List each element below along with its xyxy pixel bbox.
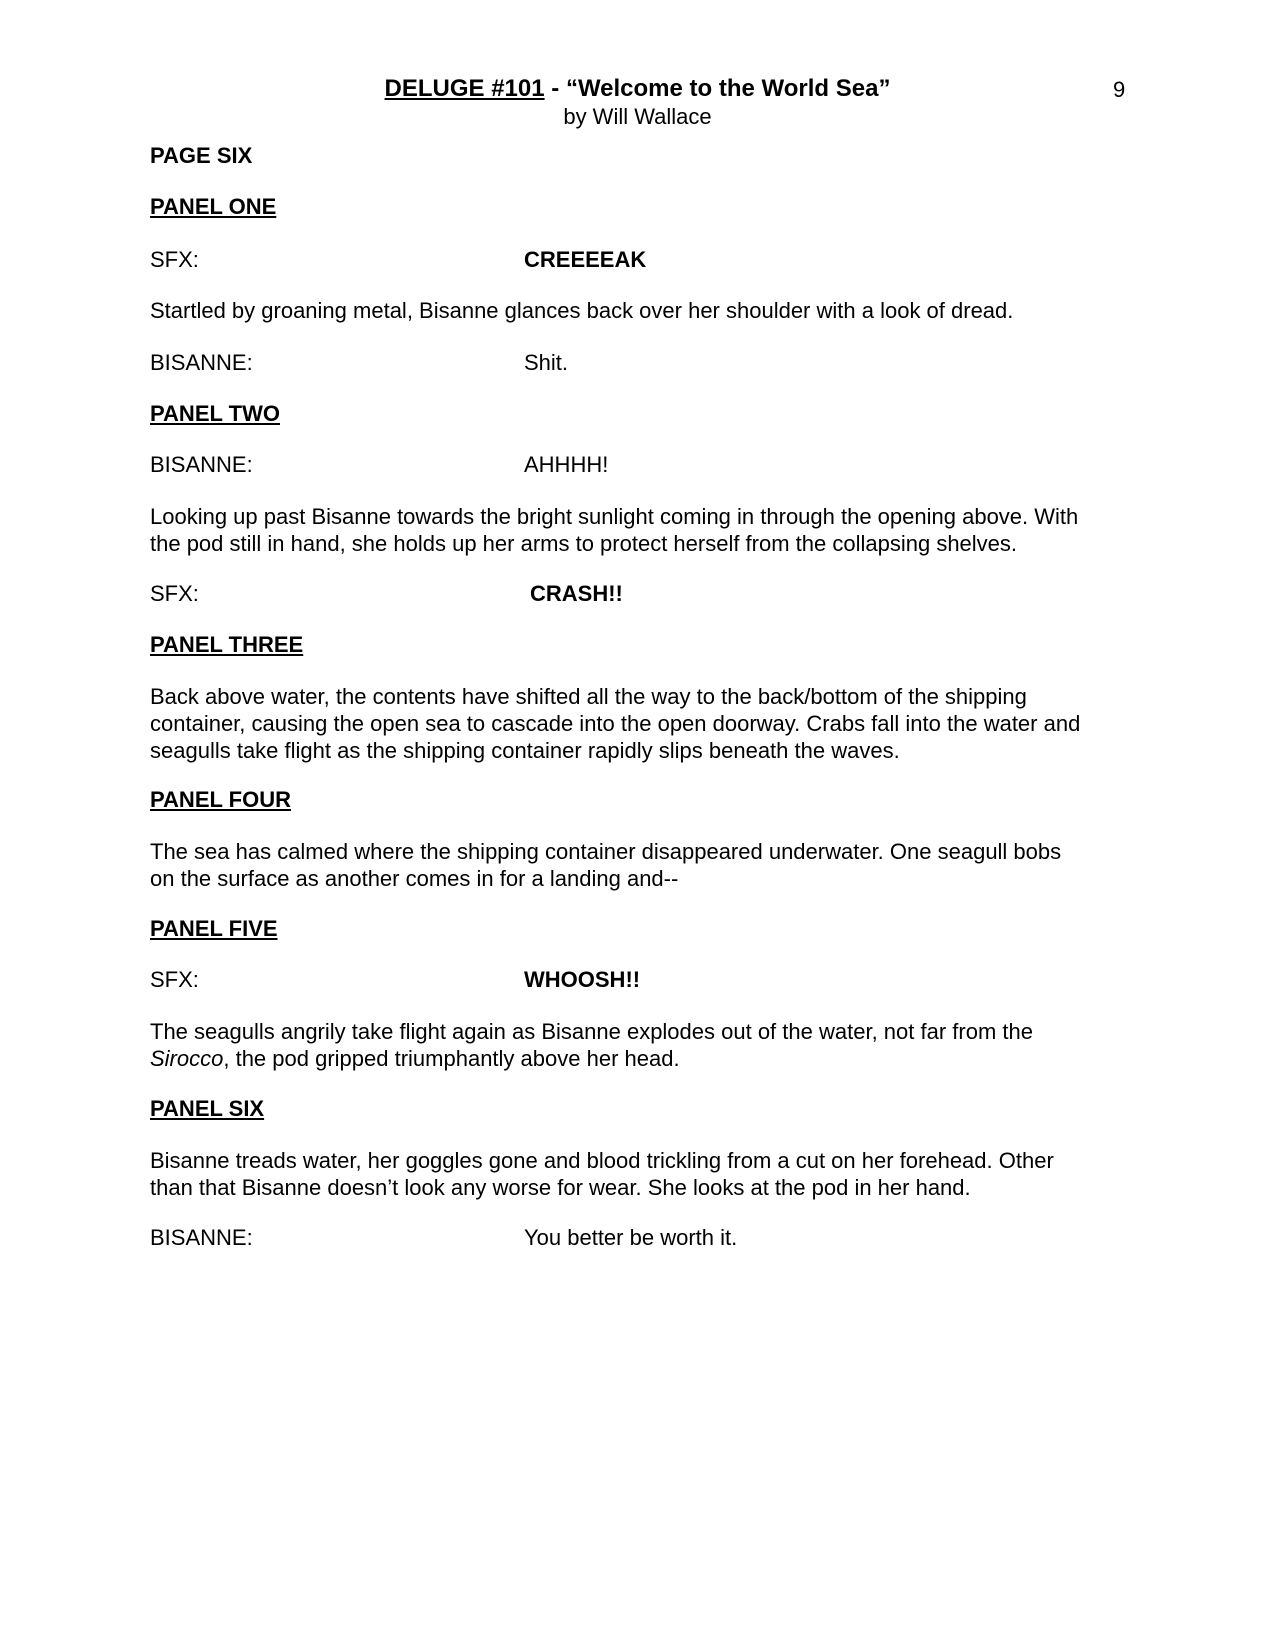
- action-line: seagulls take flight as the shipping container rapidly slips beneath the waves.: [150, 738, 900, 763]
- sfx-text: CREEEEAK: [524, 247, 647, 272]
- action-line: Bisanne treads water, her goggles gone and blood trickling from a cut on her forehead. Other: [150, 1148, 1054, 1173]
- panel-one-action: Startled by groaning metal, Bisanne glances back over her shoulder with a look of dread.: [150, 298, 1014, 323]
- dialogue-line: AHHHH!: [524, 452, 609, 477]
- action-line: [150, 1045, 1130, 1072]
- byline: by Will Wallace: [563, 104, 712, 129]
- panel-two-action: [150, 503, 1130, 557]
- script-title: [0, 74, 1275, 104]
- panel-four-action: [150, 838, 1130, 892]
- dialogue-line: You better be worth it.: [524, 1225, 738, 1250]
- panel-two-heading: PANEL TWO: [150, 401, 280, 426]
- action-line: than that Bisanne doesn’t look any worse for wear. She looks at the pod in her hand.: [150, 1175, 971, 1200]
- sfx-label: SFX:: [150, 247, 199, 272]
- sfx-label: SFX:: [150, 581, 199, 606]
- panel-six-heading: PANEL SIX: [150, 1096, 265, 1121]
- sfx-label: SFX:: [150, 967, 199, 992]
- action-line-rest: , the pod gripped triumphantly above her head.: [223, 1046, 680, 1071]
- series-title: DELUGE #101: [384, 75, 545, 102]
- speaker-label: BISANNE:: [150, 1225, 253, 1250]
- sfx-text: CRASH!!: [530, 581, 623, 606]
- sfx-text: WHOOSH!!: [524, 967, 641, 992]
- episode-title: “Welcome to the World Sea”: [565, 75, 891, 102]
- ship-name: Sirocco: [150, 1046, 224, 1071]
- action-line: The seagulls angrily take flight again as Bisanne explodes out of the water, not far from the: [150, 1019, 1033, 1044]
- page-heading: PAGE SIX: [150, 143, 253, 168]
- page-number: 9: [1113, 77, 1126, 102]
- action-line: Back above water, the contents have shifted all the way to the back/bottom of the shipping: [150, 684, 1027, 709]
- action-line: the pod still in hand, she holds up her arms to protect herself from the collapsing shelves.: [150, 531, 1018, 556]
- speaker-label: BISANNE:: [150, 452, 253, 477]
- dialogue-line: Shit.: [524, 350, 569, 375]
- action-line: on the surface as another comes in for a landing and--: [150, 866, 679, 891]
- action-line: Looking up past Bisanne towards the bright sunlight coming in through the opening above. With: [150, 504, 1079, 529]
- panel-six-action: [150, 1147, 1130, 1201]
- panel-three-heading: PANEL THREE: [150, 632, 304, 657]
- title-separator: -: [544, 75, 566, 102]
- panel-three-action: [150, 683, 1130, 764]
- action-line: The sea has calmed where the shipping container disappeared underwater. One seagull bobs: [150, 839, 1062, 864]
- panel-four-heading: PANEL FOUR: [150, 787, 291, 812]
- panel-five-heading: PANEL FIVE: [150, 916, 278, 941]
- action-line: container, causing the open sea to cascade into the open doorway. Crabs fall into the water and: [150, 711, 1081, 736]
- panel-one-heading: PANEL ONE: [150, 194, 277, 219]
- speaker-label: BISANNE:: [150, 350, 253, 375]
- panel-five-action: [150, 1018, 1130, 1072]
